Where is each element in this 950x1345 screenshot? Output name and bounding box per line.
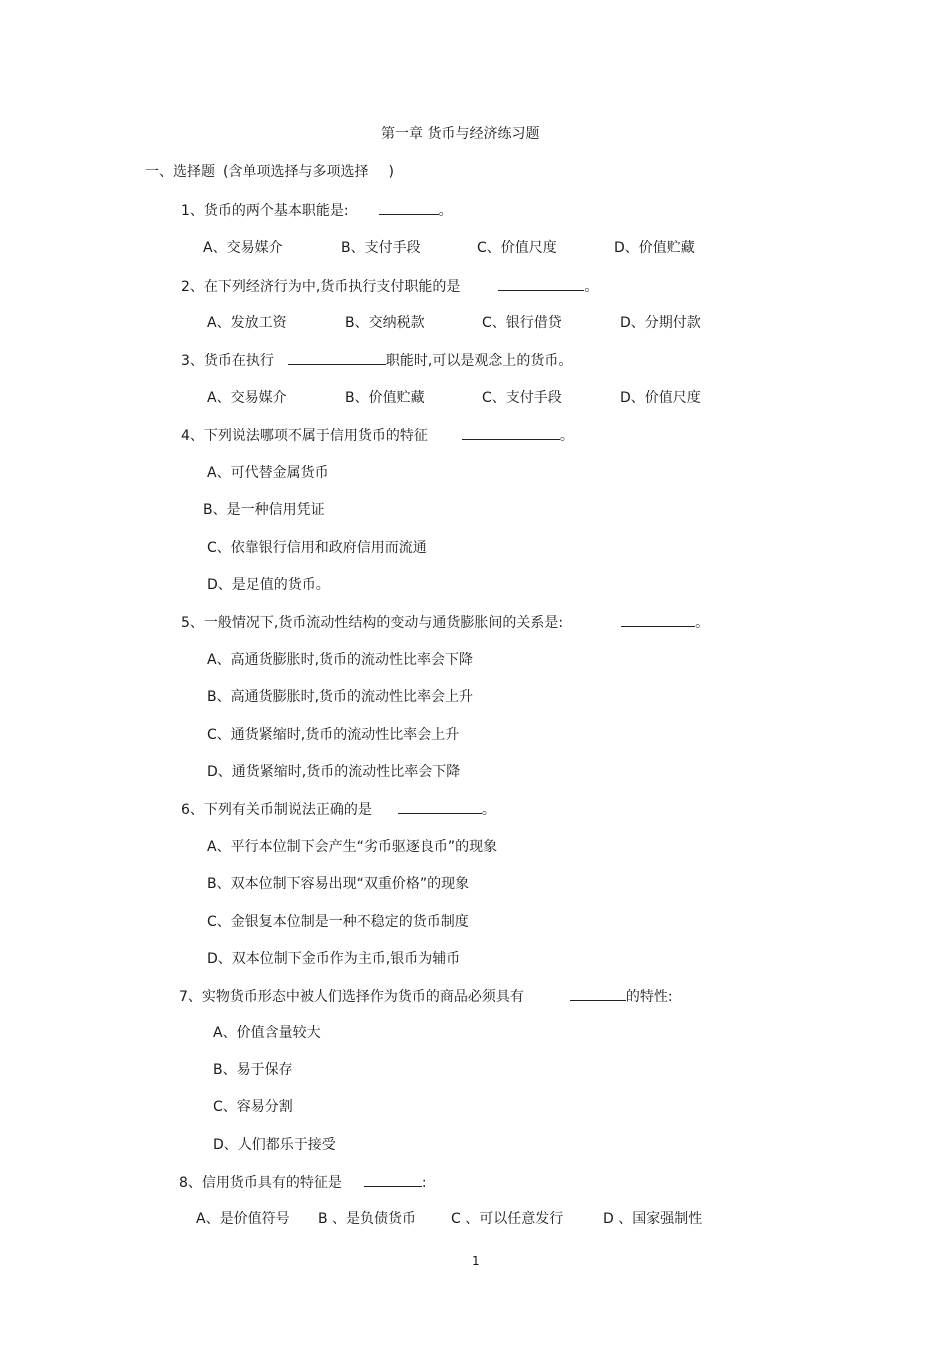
option-8c: C 、可以任意发行 [451,1211,564,1227]
option-5c: C、通货紧缩时,货币的流动性比率会上升 [207,727,460,743]
option-6a: A、平行本位制下会产生“劣币驱逐良币”的现象 [207,839,498,855]
option-5b: B、高通货膨胀时,货币的流动性比率会上升 [207,689,474,705]
option-7b: B、易于保存 [213,1062,293,1078]
page-title: 第一章 货币与经济练习题 [381,126,540,142]
option-2b: B、交纳税款 [345,315,425,331]
question-prompt: 8、信用货币具有的特征是 [179,1175,342,1191]
question-prompt: 2、在下列经济行为中,货币执行支付职能的是 [181,279,461,295]
option-3d: D、价值尺度 [620,390,701,406]
question-suffix: 。 [559,428,574,444]
question-suffix: 。 [695,615,710,631]
question-prompt: 5、一般情况下,货币流动性结构的变动与通货膨胀间的关系是: [181,615,564,631]
question-prompt: 6、下列有关币制说法正确的是 [181,802,372,818]
answer-blank [621,612,695,627]
answer-blank [364,1172,422,1187]
answer-blank [498,276,584,291]
option-7d: D、人们都乐于接受 [213,1137,336,1153]
option-6d: D、双本位制下金币作为主币,银币为辅币 [207,951,461,967]
question-prompt: 3、货币在执行 [181,353,274,369]
option-4a: A、可代替金属货币 [207,465,329,481]
answer-blank [288,350,386,365]
option-7c: C、容易分割 [213,1099,293,1115]
option-1b: B、支付手段 [341,240,421,256]
option-4b: B、是一种信用凭证 [203,502,325,518]
answer-blank [379,200,439,215]
option-7a: A、价值含量较大 [213,1025,321,1041]
question-7 [179,986,673,1007]
option-2a: A、发放工资 [207,315,287,331]
option-1a: A、交易媒介 [203,240,283,256]
section-heading [145,162,394,182]
option-6c: C、金银复本位制是一种不稳定的货币制度 [207,914,469,930]
option-8d: D 、国家强制性 [603,1211,703,1227]
answer-blank [570,986,626,1001]
question-prompt: 1、货币的两个基本职能是: [181,203,349,219]
answer-blank [462,425,560,440]
question-suffix: 职能时,可以是观念上的货币。 [385,353,573,369]
question-3 [181,350,572,371]
question-suffix: 。 [584,279,599,295]
option-5d: D、通货紧缩时,货币的流动性比率会下降 [207,764,461,780]
option-2c: C、银行借贷 [482,315,562,331]
answer-blank [398,799,482,814]
option-8b: B 、是负债货币 [318,1211,417,1227]
question-suffix: : [421,1175,427,1191]
section-label: 一、选择题 [145,164,215,180]
question-1 [181,200,453,221]
option-4c: C、依靠银行信用和政府信用而流通 [207,540,427,556]
question-prompt: 7、实物货币形态中被人们选择作为货币的商品必须具有 [179,989,524,1005]
option-4d: D、是足值的货币。 [207,577,330,593]
option-8a: A、是价值符号 [196,1211,290,1227]
question-5 [181,612,709,633]
option-5a: A、高通货膨胀时,货币的流动性比率会下降 [207,652,474,668]
option-3b: B、价值贮藏 [345,390,425,406]
question-suffix: 的特性: [625,989,673,1005]
option-6b: B、双本位制下容易出现“双重价格”的现象 [207,876,470,892]
page-number: 1 [472,1254,480,1268]
section-note-close: ) [388,164,394,180]
option-3a: A、交易媒介 [207,390,287,406]
question-prompt: 4、下列说法哪项不属于信用货币的特征 [181,428,428,444]
question-suffix: 。 [481,802,496,818]
question-2 [181,276,598,297]
section-note: (含单项选择与多项选择 [223,164,369,180]
option-1d: D、价值贮藏 [614,240,695,256]
option-3c: C、支付手段 [482,390,562,406]
option-1c: C、价值尺度 [477,240,557,256]
question-4 [181,425,574,446]
question-suffix: 。 [438,203,453,219]
question-8 [179,1172,427,1193]
question-6 [181,799,496,820]
option-2d: D、分期付款 [620,315,701,331]
